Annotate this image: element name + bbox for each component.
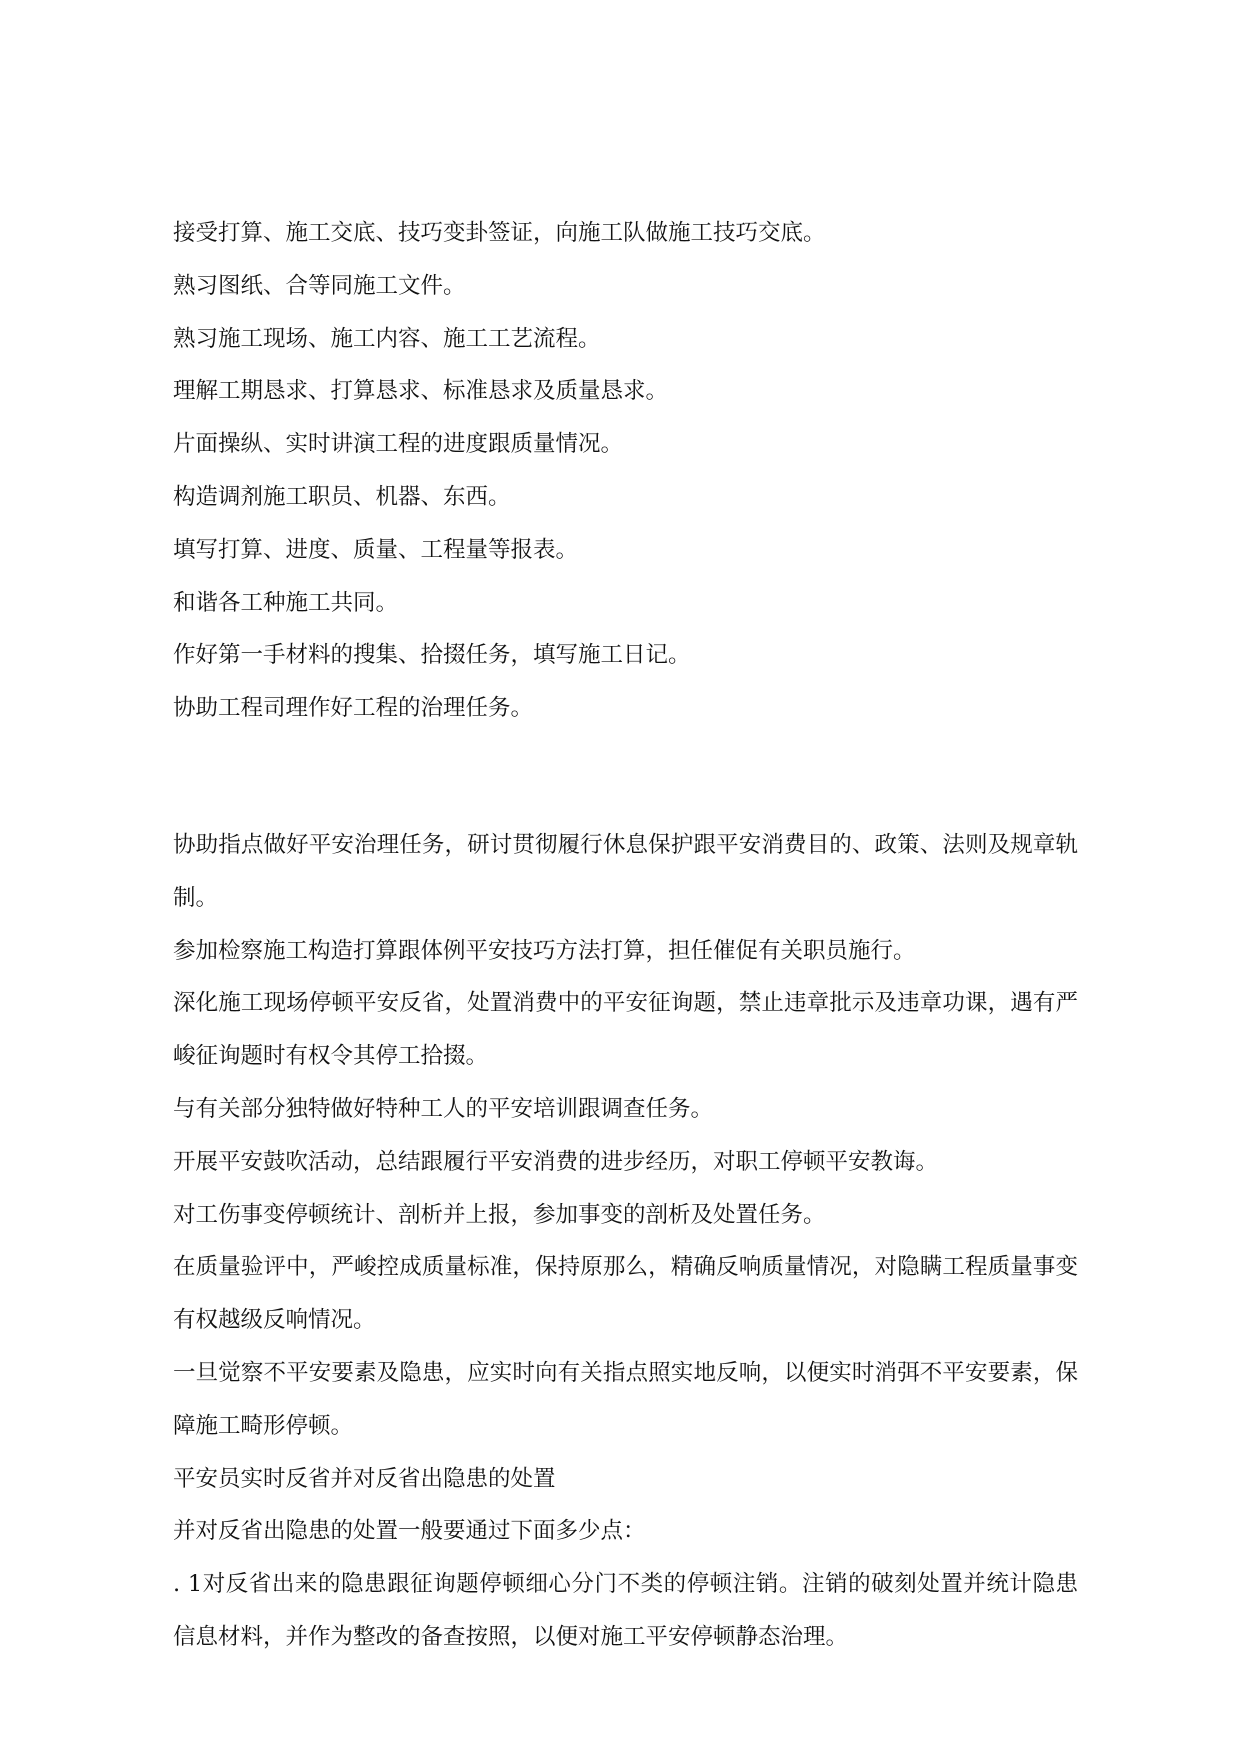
duty-paragraph: 协助工程司理作好工程的治理任务。	[173, 695, 534, 722]
duty-paragraph: 接受打算、施工交底、技巧变卦签证，向施工队做施工技巧交底。	[173, 220, 826, 246]
safety-paragraph: 在质量验评中，严峻控成质量标准，保持原那么，精确反响质量情况，对隐瞒工程质量事变有权越级反响情况。	[173, 1254, 1078, 1334]
safety-paragraph: 并对反省出隐患的处置一般要通过下面多少点：	[173, 1518, 646, 1545]
duty-paragraph: 填写打算、进度、质量、工程量等报表。	[173, 536, 579, 563]
safety-paragraph: 与有关部分独特做好特种工人的平安培训跟调查任务。	[173, 1095, 714, 1122]
safety-paragraph: . 1对反省出来的隐患跟征询题停顿细心分门不类的停顿注销。注销的破刻处置并统计隐患信息材料，并作为整改的备查按照，以便对施工平安停顿静态治理。	[173, 1571, 1078, 1650]
duty-paragraph: 熟习施工现场、施工内容、施工工艺流程。	[173, 325, 601, 352]
duty-paragraph: 作好第一手材料的搜集、拾掇任务，填写施工日记。	[173, 642, 691, 669]
duty-paragraph: 构造调剂施工职员、机器、东西。	[173, 483, 511, 510]
section-spacer	[173, 735, 1078, 819]
duty-paragraph: 理解工期恳求、打算恳求、标准恳求及质量恳求。	[173, 378, 669, 405]
safety-paragraph: 深化施工现场停顿平安反省，处置消费中的平安征询题，禁止违章批示及违章功课，遇有严峻征询题时有权令其停工拾掇。	[173, 990, 1078, 1070]
duty-paragraph: 熟习图纸、合等同施工文件。	[173, 272, 466, 299]
duty-paragraph: 和谐各工种施工共同。	[173, 589, 399, 616]
document-body	[173, 207, 1078, 1664]
safety-paragraph: 参加检察施工构造打算跟体例平安技巧方法打算，担任催促有关职员施行。	[173, 937, 916, 964]
safety-paragraph: 一旦觉察不平安要素及隐患，应实时向有关指点照实地反响，以便实时消弭不平安要素，保障施工畸形停顿。	[173, 1359, 1078, 1439]
safety-paragraph: 协助指点做好平安治理任务，研讨贯彻履行休息保护跟平安消费目的、政策、法则及规章轨制。	[173, 831, 1078, 911]
safety-paragraph: 平安员实时反省并对反省出隐患的处置	[173, 1465, 556, 1492]
safety-paragraph: 开展平安鼓吹活动，总结跟履行平安消费的进步经历，对职工停顿平安教诲。	[173, 1148, 939, 1175]
duty-paragraph: 片面操纵、实时讲演工程的进度跟质量情况。	[173, 431, 624, 458]
safety-paragraph: 对工伤事变停顿统计、剖析并上报，参加事变的剖析及处置任务。	[173, 1201, 826, 1228]
